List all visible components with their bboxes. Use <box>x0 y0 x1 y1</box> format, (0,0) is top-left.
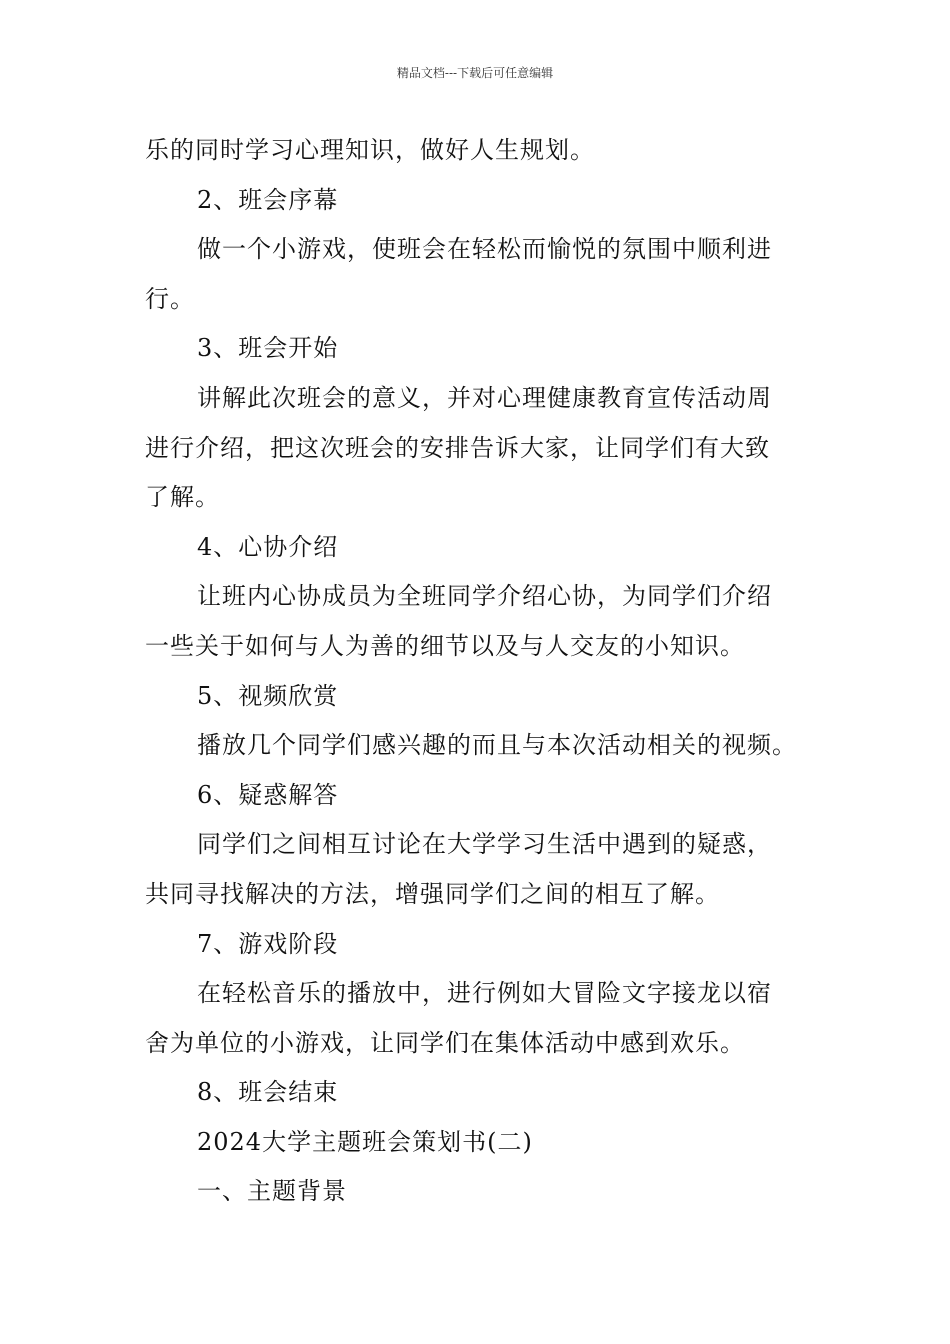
text-line: 行。 <box>145 284 195 313</box>
text-line: 3、班会开始 <box>197 334 339 363</box>
text-line: 2、班会序幕 <box>197 185 339 214</box>
text-line: 让班内心协成员为全班同学介绍心协，为同学们介绍 <box>197 582 772 611</box>
text-line: 讲解此次班会的意义，并对心理健康教育宣传活动周 <box>197 383 772 412</box>
text-line: 2024大学主题班会策划书(二) <box>197 1127 533 1156</box>
text-line: 7、游戏阶段 <box>197 929 339 958</box>
document-body <box>145 126 810 1217</box>
text-line: 进行介绍，把这次班会的安排告诉大家，让同学们有大致 <box>145 433 770 462</box>
text-line: 做一个小游戏，使班会在轻松而愉悦的氛围中顺利进 <box>197 235 772 264</box>
text-line: 同学们之间相互讨论在大学学习生活中遇到的疑惑， <box>197 830 772 859</box>
page-header: 精品文档---下载后可任意编辑 <box>396 66 554 80</box>
text-line: 4、心协介绍 <box>197 532 339 561</box>
text-line: 8、班会结束 <box>197 1078 339 1107</box>
text-line: 舍为单位的小游戏，让同学们在集体活动中感到欢乐。 <box>145 1028 745 1057</box>
text-line: 6、疑惑解答 <box>197 780 339 809</box>
text-line: 乐的同时学习心理知识，做好人生规划。 <box>145 136 595 164</box>
text-line: 了解。 <box>145 483 220 512</box>
text-line: 一、主题背景 <box>197 1177 347 1206</box>
text-line: 在轻松音乐的播放中，进行例如大冒险文字接龙以宿 <box>197 979 772 1008</box>
text-line: 一些关于如何与人为善的细节以及与人交友的小知识。 <box>145 631 745 660</box>
text-line: 播放几个同学们感兴趣的而且与本次活动相关的视频。 <box>197 731 797 760</box>
text-line: 共同寻找解决的方法，增强同学们之间的相互了解。 <box>145 879 720 908</box>
text-line: 5、视频欣赏 <box>197 681 339 710</box>
